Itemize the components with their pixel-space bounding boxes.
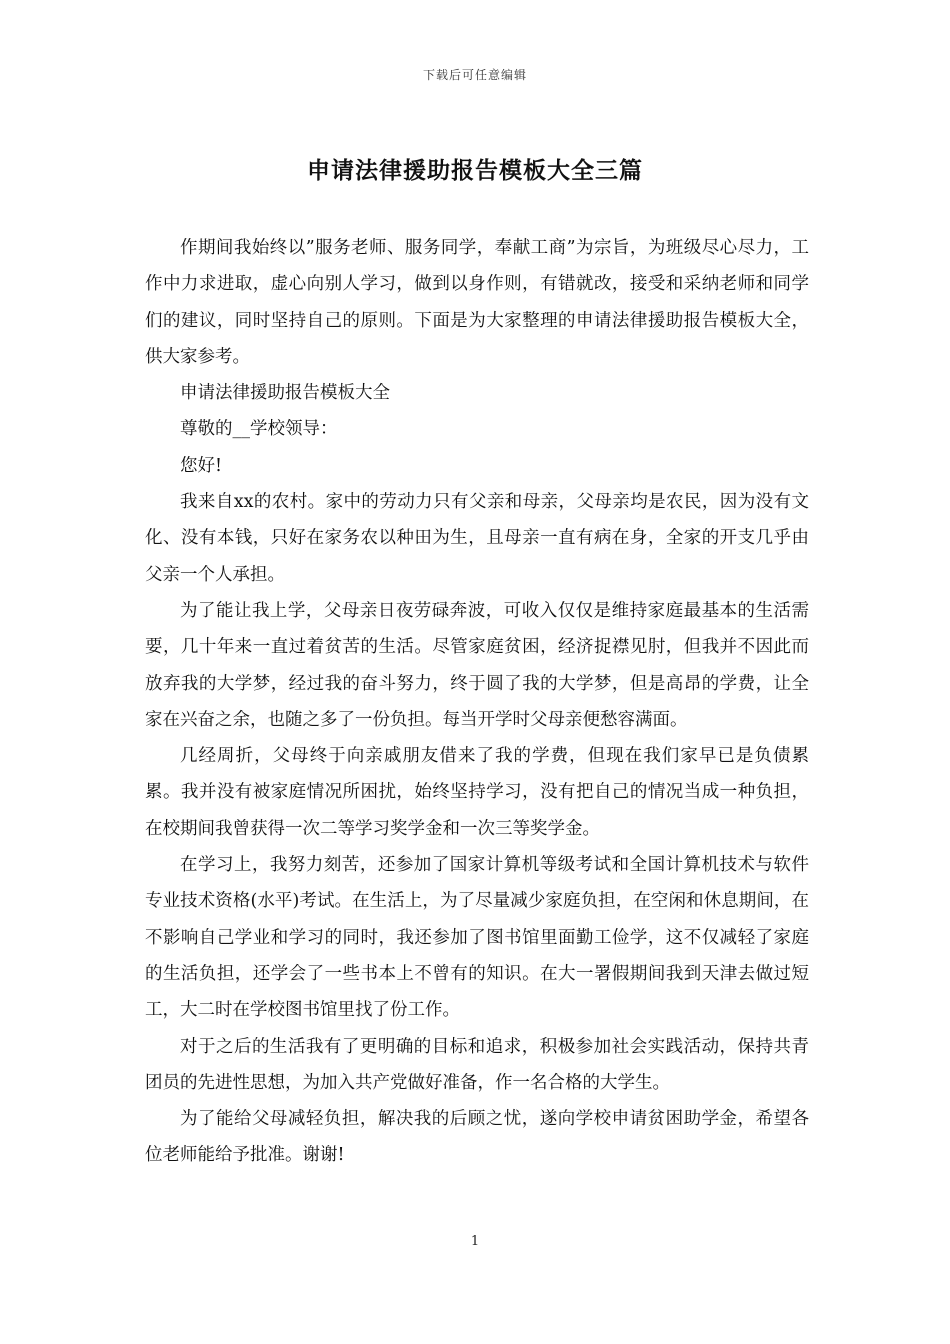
salutation: 尊敬的__学校领导： — [180, 419, 338, 440]
body-paragraph: 为了能让我上学，父母亲日夜劳碌奔波，可收入仅仅是维持家庭最基本的生活需要，几十年来一直过着贫苦的生活。尽管家庭贫困，经济捉襟见肘，但我并不因此而放弃我的大学梦，经过我的奋斗努力，终于圆了我的大学梦，但是高昂的学费，让全家在兴奋之余，也随之多了一份负担。每当开学时父母亲便愁容满面。 — [145, 600, 809, 730]
greeting: 您好! — [180, 455, 223, 476]
header-note: 下载后可任意编辑 — [422, 68, 527, 82]
body-paragraph: 在学习上，我努力刻苦，还参加了国家计算机等级考试和全国计算机技术与软件专业技术资格(水平)考试。在生活上，为了尽量减少家庭负担，在空闲和休息期间，在不影响自己学业和学习的同时，我还参加了图书馆里面勤工俭学，这不仅减轻了家庭的生活负担，还学会了一些书本上不曾有的知识。在大一署假期间我到天津去做过短工，大二时在学校图书馆里找了份工作。 — [145, 855, 809, 1021]
closing-paragraph: 为了能给父母减轻负担，解决我的后顾之忧，遂向学校申请贫困助学金，希望各位老师能给予批准。谢谢! — [145, 1109, 809, 1166]
body-paragraph: 对于之后的生活我有了更明确的目标和追求，积极参加社会实践活动，保持共青团员的先进性思想，为加入共产党做好准备，作一名合格的大学生。 — [145, 1036, 809, 1093]
document-body — [145, 230, 809, 1174]
body-paragraph: 几经周折，父母终于向亲戚朋友借来了我的学费，但现在我们家早已是负债累累。我并没有被家庭情况所困扰，始终坚持学习，没有把自己的情况当成一种负担，在校期间我曾获得一次二等学习奖学金和一次三等奖学金。 — [145, 746, 809, 839]
intro-paragraph: 作期间我始终以”服务老师、服务同学，奉献工商”为宗旨，为班级尽心尽力，工作中力求进取，虚心向别人学习，做到以身作则，有错就改，接受和采纳老师和同学们的建议，同时坚持自己的原则。下面是为大家整理的申请法律援助报告模板大全，供大家参考。 — [145, 238, 809, 367]
body-paragraph: 我来自xx的农村。家中的劳动力只有父亲和母亲，父母亲均是农民，因为没有文化、没有本钱，只好在家务农以种田为生，且母亲一直有病在身，全家的开支几乎由父亲一个人承担。 — [145, 492, 809, 585]
page-number: 1 — [470, 1234, 480, 1249]
document-title: 申请法律援助报告模板大全三篇 — [307, 157, 643, 184]
section-heading: 申请法律援助报告模板大全 — [180, 383, 390, 404]
